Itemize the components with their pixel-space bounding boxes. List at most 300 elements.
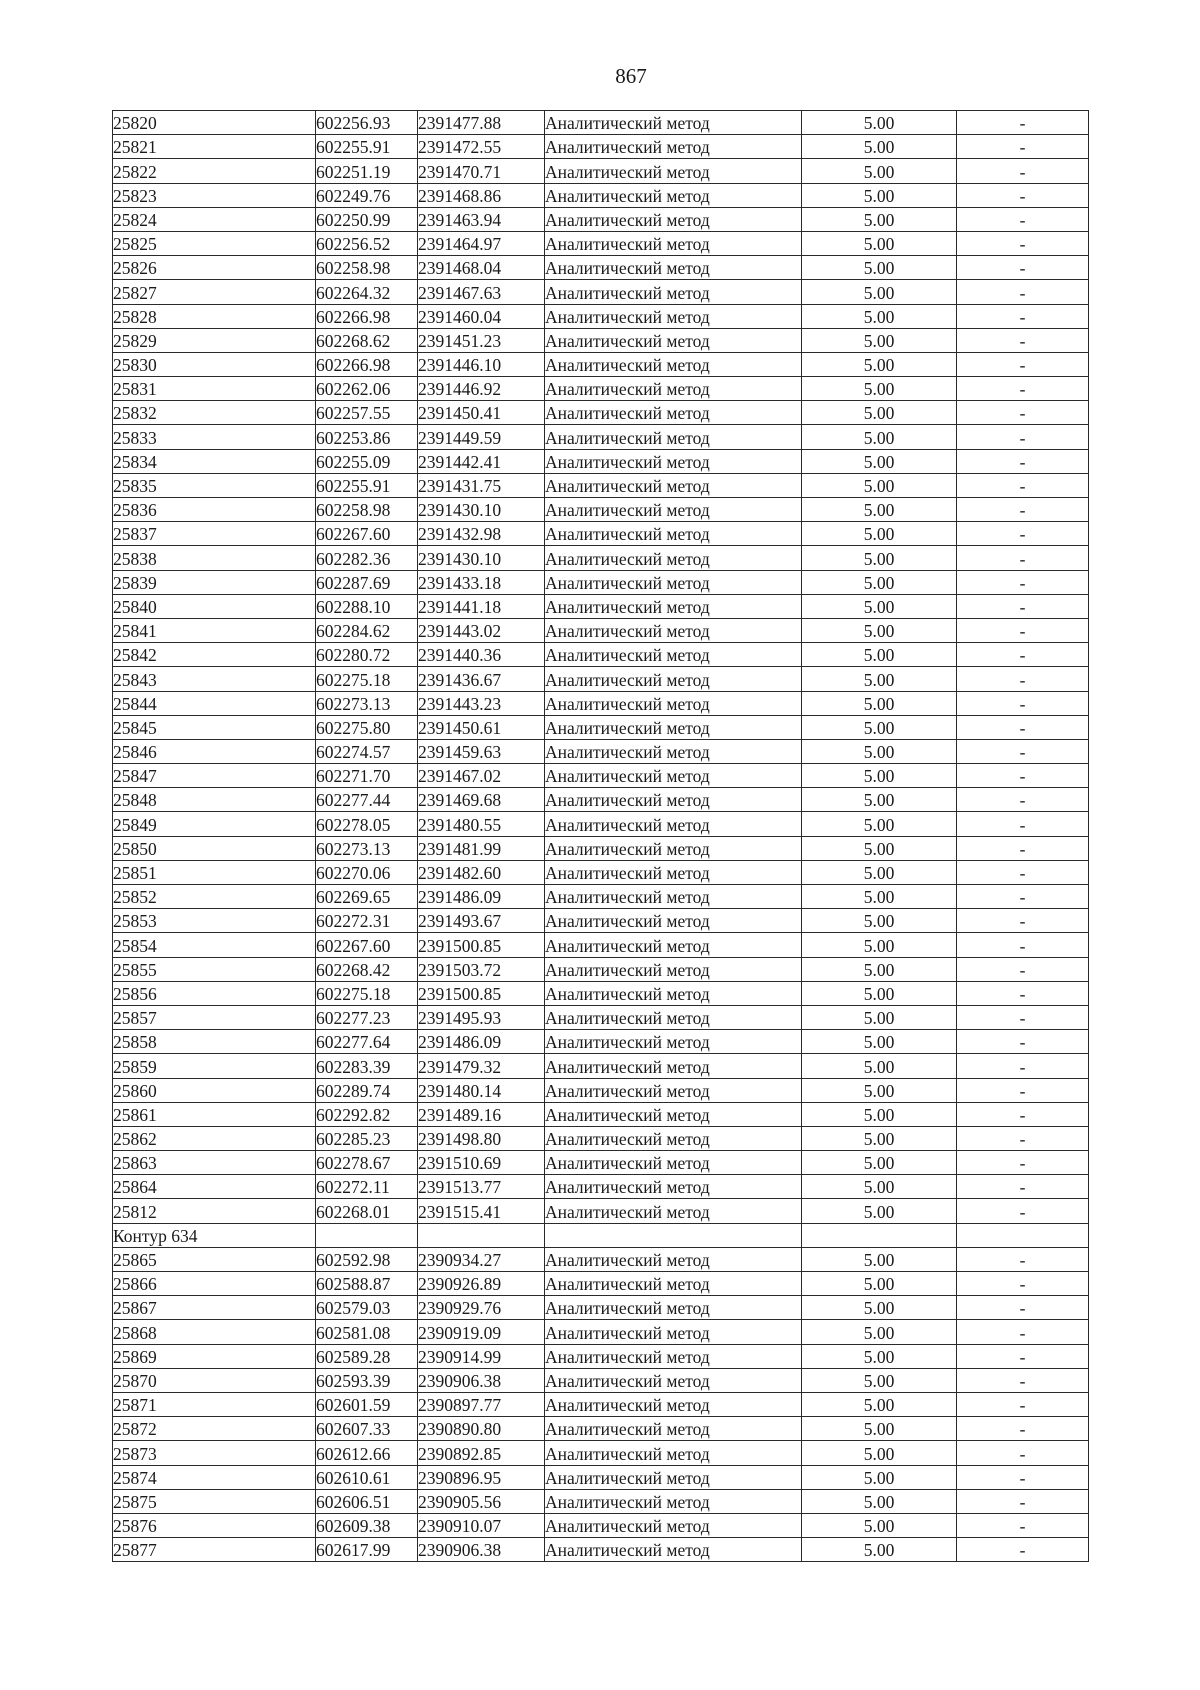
method-cell: Аналитический метод — [545, 1465, 802, 1489]
x-coordinate-cell: 602275.18 — [316, 981, 418, 1005]
x-coordinate-cell: 602256.52 — [316, 231, 418, 255]
y-coordinate-cell: 2391480.55 — [418, 812, 545, 836]
table-row — [113, 570, 1089, 594]
x-coordinate-cell: 602592.98 — [316, 1247, 418, 1271]
accuracy-cell: 5.00 — [802, 522, 957, 546]
accuracy-cell: 5.00 — [802, 1441, 957, 1465]
table-row — [113, 1296, 1089, 1320]
note-cell: - — [957, 401, 1089, 425]
point-id-cell: 25876 — [113, 1513, 316, 1537]
table-row — [113, 135, 1089, 159]
x-coordinate-cell: 602288.10 — [316, 594, 418, 618]
y-coordinate-cell: 2391500.85 — [418, 981, 545, 1005]
point-id-cell: 25825 — [113, 231, 316, 255]
note-cell: - — [957, 860, 1089, 884]
note-cell: - — [957, 570, 1089, 594]
method-cell: Аналитический метод — [545, 1054, 802, 1078]
note-cell: - — [957, 812, 1089, 836]
x-coordinate-cell: 602256.93 — [316, 111, 418, 135]
accuracy-cell: 5.00 — [802, 1368, 957, 1392]
accuracy-cell: 5.00 — [802, 1392, 957, 1416]
accuracy-cell: 5.00 — [802, 1489, 957, 1513]
x-coordinate-cell: 602277.44 — [316, 788, 418, 812]
x-coordinate-cell: 602610.61 — [316, 1465, 418, 1489]
method-cell: Аналитический метод — [545, 764, 802, 788]
accuracy-cell: 5.00 — [802, 377, 957, 401]
table-row — [113, 1272, 1089, 1296]
accuracy-cell: 5.00 — [802, 207, 957, 231]
y-coordinate-cell: 2390934.27 — [418, 1247, 545, 1271]
accuracy-cell: 5.00 — [802, 739, 957, 763]
point-id-cell: 25858 — [113, 1030, 316, 1054]
x-coordinate-cell: 602282.36 — [316, 546, 418, 570]
x-coordinate-cell: 602606.51 — [316, 1489, 418, 1513]
note-cell: - — [957, 1489, 1089, 1513]
accuracy-cell: 5.00 — [802, 546, 957, 570]
empty-cell — [316, 1223, 418, 1247]
accuracy-cell: 5.00 — [802, 643, 957, 667]
note-cell: - — [957, 667, 1089, 691]
point-id-cell: 25867 — [113, 1296, 316, 1320]
y-coordinate-cell: 2391477.88 — [418, 111, 545, 135]
table-row — [113, 546, 1089, 570]
y-coordinate-cell: 2391464.97 — [418, 231, 545, 255]
point-id-cell: 25870 — [113, 1368, 316, 1392]
point-id-cell: 25852 — [113, 885, 316, 909]
accuracy-cell: 5.00 — [802, 1417, 957, 1441]
note-cell: - — [957, 352, 1089, 376]
y-coordinate-cell: 2390926.89 — [418, 1272, 545, 1296]
y-coordinate-cell: 2390919.09 — [418, 1320, 545, 1344]
note-cell: - — [957, 425, 1089, 449]
note-cell: - — [957, 449, 1089, 473]
note-cell: - — [957, 546, 1089, 570]
x-coordinate-cell: 602589.28 — [316, 1344, 418, 1368]
x-coordinate-cell: 602617.99 — [316, 1538, 418, 1562]
note-cell: - — [957, 1392, 1089, 1416]
point-id-cell: 25839 — [113, 570, 316, 594]
y-coordinate-cell: 2391498.80 — [418, 1126, 545, 1150]
point-id-cell: 25851 — [113, 860, 316, 884]
accuracy-cell: 5.00 — [802, 1344, 957, 1368]
table-row — [113, 739, 1089, 763]
y-coordinate-cell: 2391440.36 — [418, 643, 545, 667]
note-cell: - — [957, 957, 1089, 981]
x-coordinate-cell: 602278.67 — [316, 1151, 418, 1175]
x-coordinate-cell: 602588.87 — [316, 1272, 418, 1296]
accuracy-cell: 5.00 — [802, 473, 957, 497]
x-coordinate-cell: 602287.69 — [316, 570, 418, 594]
table-row — [113, 836, 1089, 860]
table-row — [113, 183, 1089, 207]
accuracy-cell: 5.00 — [802, 1126, 957, 1150]
table-row — [113, 933, 1089, 957]
empty-cell — [957, 1223, 1089, 1247]
method-cell: Аналитический метод — [545, 836, 802, 860]
note-cell: - — [957, 1320, 1089, 1344]
note-cell: - — [957, 739, 1089, 763]
x-coordinate-cell: 602249.76 — [316, 183, 418, 207]
table-row — [113, 498, 1089, 522]
point-id-cell: 25861 — [113, 1102, 316, 1126]
point-id-cell: 25844 — [113, 691, 316, 715]
point-id-cell: 25863 — [113, 1151, 316, 1175]
accuracy-cell: 5.00 — [802, 788, 957, 812]
x-coordinate-cell: 602273.13 — [316, 836, 418, 860]
y-coordinate-cell: 2391449.59 — [418, 425, 545, 449]
point-id-cell: 25862 — [113, 1126, 316, 1150]
method-cell: Аналитический метод — [545, 1175, 802, 1199]
y-coordinate-cell: 2390890.80 — [418, 1417, 545, 1441]
method-cell: Аналитический метод — [545, 1320, 802, 1344]
note-cell: - — [957, 328, 1089, 352]
method-cell: Аналитический метод — [545, 812, 802, 836]
method-cell: Аналитический метод — [545, 570, 802, 594]
method-cell: Аналитический метод — [545, 1247, 802, 1271]
method-cell: Аналитический метод — [545, 1126, 802, 1150]
table-row — [113, 1054, 1089, 1078]
method-cell: Аналитический метод — [545, 643, 802, 667]
accuracy-cell: 5.00 — [802, 885, 957, 909]
note-cell: - — [957, 1247, 1089, 1271]
method-cell: Аналитический метод — [545, 498, 802, 522]
table-row — [113, 1368, 1089, 1392]
x-coordinate-cell: 602270.06 — [316, 860, 418, 884]
note-cell: - — [957, 981, 1089, 1005]
method-cell: Аналитический метод — [545, 1272, 802, 1296]
point-id-cell: 25868 — [113, 1320, 316, 1344]
table-row — [113, 231, 1089, 255]
method-cell: Аналитический метод — [545, 1151, 802, 1175]
method-cell: Аналитический метод — [545, 739, 802, 763]
coordinates-table-body — [113, 111, 1089, 1562]
accuracy-cell: 5.00 — [802, 981, 957, 1005]
x-coordinate-cell: 602285.23 — [316, 1126, 418, 1150]
accuracy-cell: 5.00 — [802, 1199, 957, 1223]
y-coordinate-cell: 2390906.38 — [418, 1368, 545, 1392]
y-coordinate-cell: 2390905.56 — [418, 1489, 545, 1513]
method-cell: Аналитический метод — [545, 594, 802, 618]
accuracy-cell: 5.00 — [802, 1078, 957, 1102]
x-coordinate-cell: 602255.09 — [316, 449, 418, 473]
accuracy-cell: 5.00 — [802, 1320, 957, 1344]
accuracy-cell: 5.00 — [802, 111, 957, 135]
y-coordinate-cell: 2391443.23 — [418, 691, 545, 715]
y-coordinate-cell: 2391510.69 — [418, 1151, 545, 1175]
y-coordinate-cell: 2391500.85 — [418, 933, 545, 957]
accuracy-cell: 5.00 — [802, 159, 957, 183]
point-id-cell: 25860 — [113, 1078, 316, 1102]
x-coordinate-cell: 602284.62 — [316, 618, 418, 642]
table-row — [113, 425, 1089, 449]
note-cell: - — [957, 1005, 1089, 1029]
accuracy-cell: 5.00 — [802, 764, 957, 788]
method-cell: Аналитический метод — [545, 1417, 802, 1441]
x-coordinate-cell: 602253.86 — [316, 425, 418, 449]
x-coordinate-cell: 602268.42 — [316, 957, 418, 981]
x-coordinate-cell: 602272.31 — [316, 909, 418, 933]
page-number: 867 — [615, 64, 647, 88]
method-cell: Аналитический метод — [545, 1005, 802, 1029]
accuracy-cell: 5.00 — [802, 594, 957, 618]
note-cell: - — [957, 1272, 1089, 1296]
point-id-cell: 25873 — [113, 1441, 316, 1465]
method-cell: Аналитический метод — [545, 1538, 802, 1562]
method-cell: Аналитический метод — [545, 667, 802, 691]
note-cell: - — [957, 473, 1089, 497]
y-coordinate-cell: 2391479.32 — [418, 1054, 545, 1078]
method-cell: Аналитический метод — [545, 111, 802, 135]
table-row — [113, 981, 1089, 1005]
note-cell: - — [957, 1054, 1089, 1078]
y-coordinate-cell: 2391459.63 — [418, 739, 545, 763]
note-cell: - — [957, 1030, 1089, 1054]
coordinates-table — [112, 110, 1089, 1562]
point-id-cell: 25829 — [113, 328, 316, 352]
x-coordinate-cell: 602262.06 — [316, 377, 418, 401]
table-row — [113, 860, 1089, 884]
y-coordinate-cell: 2391486.09 — [418, 885, 545, 909]
point-id-cell: 25823 — [113, 183, 316, 207]
y-coordinate-cell: 2391463.94 — [418, 207, 545, 231]
x-coordinate-cell: 602251.19 — [316, 159, 418, 183]
x-coordinate-cell: 602612.66 — [316, 1441, 418, 1465]
point-id-cell: 25831 — [113, 377, 316, 401]
point-id-cell: 25872 — [113, 1417, 316, 1441]
y-coordinate-cell: 2391446.10 — [418, 352, 545, 376]
note-cell: - — [957, 111, 1089, 135]
note-cell: - — [957, 1199, 1089, 1223]
point-id-cell: 25812 — [113, 1199, 316, 1223]
note-cell: - — [957, 1417, 1089, 1441]
accuracy-cell: 5.00 — [802, 691, 957, 715]
method-cell: Аналитический метод — [545, 1441, 802, 1465]
accuracy-cell: 5.00 — [802, 256, 957, 280]
point-id-cell: 25869 — [113, 1344, 316, 1368]
method-cell: Аналитический метод — [545, 885, 802, 909]
y-coordinate-cell: 2391495.93 — [418, 1005, 545, 1029]
point-id-cell: 25838 — [113, 546, 316, 570]
table-row — [113, 1392, 1089, 1416]
method-cell: Аналитический метод — [545, 1078, 802, 1102]
method-cell: Аналитический метод — [545, 401, 802, 425]
y-coordinate-cell: 2391431.75 — [418, 473, 545, 497]
method-cell: Аналитический метод — [545, 256, 802, 280]
x-coordinate-cell: 602258.98 — [316, 256, 418, 280]
y-coordinate-cell: 2391443.02 — [418, 618, 545, 642]
y-coordinate-cell: 2391467.02 — [418, 764, 545, 788]
method-cell: Аналитический метод — [545, 352, 802, 376]
y-coordinate-cell: 2391442.41 — [418, 449, 545, 473]
note-cell: - — [957, 1102, 1089, 1126]
note-cell: - — [957, 1465, 1089, 1489]
y-coordinate-cell: 2391481.99 — [418, 836, 545, 860]
method-cell: Аналитический метод — [545, 449, 802, 473]
table-row — [113, 594, 1089, 618]
method-cell: Аналитический метод — [545, 1489, 802, 1513]
accuracy-cell: 5.00 — [802, 570, 957, 594]
x-coordinate-cell: 602289.74 — [316, 1078, 418, 1102]
y-coordinate-cell: 2391451.23 — [418, 328, 545, 352]
x-coordinate-cell: 602607.33 — [316, 1417, 418, 1441]
accuracy-cell: 5.00 — [802, 1296, 957, 1320]
y-coordinate-cell: 2391467.63 — [418, 280, 545, 304]
accuracy-cell: 5.00 — [802, 401, 957, 425]
y-coordinate-cell: 2391460.04 — [418, 304, 545, 328]
point-id-cell: 25820 — [113, 111, 316, 135]
note-cell: - — [957, 1344, 1089, 1368]
point-id-cell: 25865 — [113, 1247, 316, 1271]
x-coordinate-cell: 602579.03 — [316, 1296, 418, 1320]
table-row — [113, 304, 1089, 328]
point-id-cell: 25854 — [113, 933, 316, 957]
accuracy-cell: 5.00 — [802, 231, 957, 255]
table-row — [113, 1151, 1089, 1175]
note-cell: - — [957, 764, 1089, 788]
table-row — [113, 1247, 1089, 1271]
y-coordinate-cell: 2390897.77 — [418, 1392, 545, 1416]
table-row — [113, 812, 1089, 836]
y-coordinate-cell: 2391430.10 — [418, 498, 545, 522]
note-cell: - — [957, 304, 1089, 328]
table-row — [113, 328, 1089, 352]
method-cell: Аналитический метод — [545, 183, 802, 207]
y-coordinate-cell: 2390906.38 — [418, 1538, 545, 1562]
table-row — [113, 449, 1089, 473]
x-coordinate-cell: 602250.99 — [316, 207, 418, 231]
note-cell: - — [957, 207, 1089, 231]
table-row — [113, 111, 1089, 135]
note-cell: - — [957, 135, 1089, 159]
x-coordinate-cell: 602272.11 — [316, 1175, 418, 1199]
accuracy-cell: 5.00 — [802, 449, 957, 473]
point-id-cell: 25842 — [113, 643, 316, 667]
x-coordinate-cell: 602277.23 — [316, 1005, 418, 1029]
y-coordinate-cell: 2391486.09 — [418, 1030, 545, 1054]
accuracy-cell: 5.00 — [802, 352, 957, 376]
accuracy-cell: 5.00 — [802, 957, 957, 981]
x-coordinate-cell: 602255.91 — [316, 473, 418, 497]
method-cell: Аналитический метод — [545, 546, 802, 570]
method-cell: Аналитический метод — [545, 207, 802, 231]
note-cell: - — [957, 231, 1089, 255]
y-coordinate-cell: 2391513.77 — [418, 1175, 545, 1199]
point-id-cell: 25828 — [113, 304, 316, 328]
y-coordinate-cell: 2390910.07 — [418, 1513, 545, 1537]
table-row — [113, 1102, 1089, 1126]
accuracy-cell: 5.00 — [802, 328, 957, 352]
note-cell: - — [957, 1126, 1089, 1150]
x-coordinate-cell: 602266.98 — [316, 352, 418, 376]
y-coordinate-cell: 2391433.18 — [418, 570, 545, 594]
accuracy-cell: 5.00 — [802, 425, 957, 449]
method-cell: Аналитический метод — [545, 522, 802, 546]
point-id-cell: 25840 — [113, 594, 316, 618]
method-cell: Аналитический метод — [545, 933, 802, 957]
method-cell: Аналитический метод — [545, 159, 802, 183]
table-row — [113, 473, 1089, 497]
method-cell: Аналитический метод — [545, 1368, 802, 1392]
point-id-cell: 25822 — [113, 159, 316, 183]
method-cell: Аналитический метод — [545, 860, 802, 884]
y-coordinate-cell: 2391472.55 — [418, 135, 545, 159]
point-id-cell: 25827 — [113, 280, 316, 304]
note-cell: - — [957, 933, 1089, 957]
y-coordinate-cell: 2390892.85 — [418, 1441, 545, 1465]
accuracy-cell: 5.00 — [802, 135, 957, 159]
y-coordinate-cell: 2391489.16 — [418, 1102, 545, 1126]
method-cell: Аналитический метод — [545, 1102, 802, 1126]
accuracy-cell: 5.00 — [802, 860, 957, 884]
table-row — [113, 1175, 1089, 1199]
note-cell: - — [957, 643, 1089, 667]
method-cell: Аналитический метод — [545, 788, 802, 812]
accuracy-cell: 5.00 — [802, 1030, 957, 1054]
method-cell: Аналитический метод — [545, 1344, 802, 1368]
accuracy-cell: 5.00 — [802, 280, 957, 304]
point-id-cell: 25824 — [113, 207, 316, 231]
x-coordinate-cell: 602258.98 — [316, 498, 418, 522]
method-cell: Аналитический метод — [545, 909, 802, 933]
accuracy-cell: 5.00 — [802, 1102, 957, 1126]
accuracy-cell: 5.00 — [802, 715, 957, 739]
table-row — [113, 207, 1089, 231]
x-coordinate-cell: 602257.55 — [316, 401, 418, 425]
y-coordinate-cell: 2391503.72 — [418, 957, 545, 981]
accuracy-cell: 5.00 — [802, 183, 957, 207]
table-row — [113, 1126, 1089, 1150]
point-id-cell: 25856 — [113, 981, 316, 1005]
table-row — [113, 1030, 1089, 1054]
accuracy-cell: 5.00 — [802, 1054, 957, 1078]
point-id-cell: 25864 — [113, 1175, 316, 1199]
point-id-cell: 25821 — [113, 135, 316, 159]
table-row — [113, 691, 1089, 715]
note-cell: - — [957, 183, 1089, 207]
table-row — [113, 788, 1089, 812]
note-cell: - — [957, 885, 1089, 909]
y-coordinate-cell: 2391432.98 — [418, 522, 545, 546]
table-row — [113, 1344, 1089, 1368]
table-row — [113, 957, 1089, 981]
accuracy-cell: 5.00 — [802, 667, 957, 691]
y-coordinate-cell: 2391441.18 — [418, 594, 545, 618]
method-cell: Аналитический метод — [545, 1513, 802, 1537]
point-id-cell: 25857 — [113, 1005, 316, 1029]
x-coordinate-cell: 602267.60 — [316, 522, 418, 546]
accuracy-cell: 5.00 — [802, 304, 957, 328]
note-cell: - — [957, 280, 1089, 304]
point-id-cell: 25850 — [113, 836, 316, 860]
y-coordinate-cell: 2390914.99 — [418, 1344, 545, 1368]
table-row — [113, 280, 1089, 304]
y-coordinate-cell: 2391450.61 — [418, 715, 545, 739]
note-cell: - — [957, 1151, 1089, 1175]
table-row — [113, 764, 1089, 788]
x-coordinate-cell: 602609.38 — [316, 1513, 418, 1537]
y-coordinate-cell: 2391493.67 — [418, 909, 545, 933]
table-row — [113, 667, 1089, 691]
note-cell: - — [957, 788, 1089, 812]
method-cell: Аналитический метод — [545, 280, 802, 304]
accuracy-cell: 5.00 — [802, 1272, 957, 1296]
point-id-cell: 25846 — [113, 739, 316, 763]
note-cell: - — [957, 1296, 1089, 1320]
table-row — [113, 1538, 1089, 1562]
method-cell: Аналитический метод — [545, 304, 802, 328]
table-row — [113, 1078, 1089, 1102]
note-cell: - — [957, 618, 1089, 642]
